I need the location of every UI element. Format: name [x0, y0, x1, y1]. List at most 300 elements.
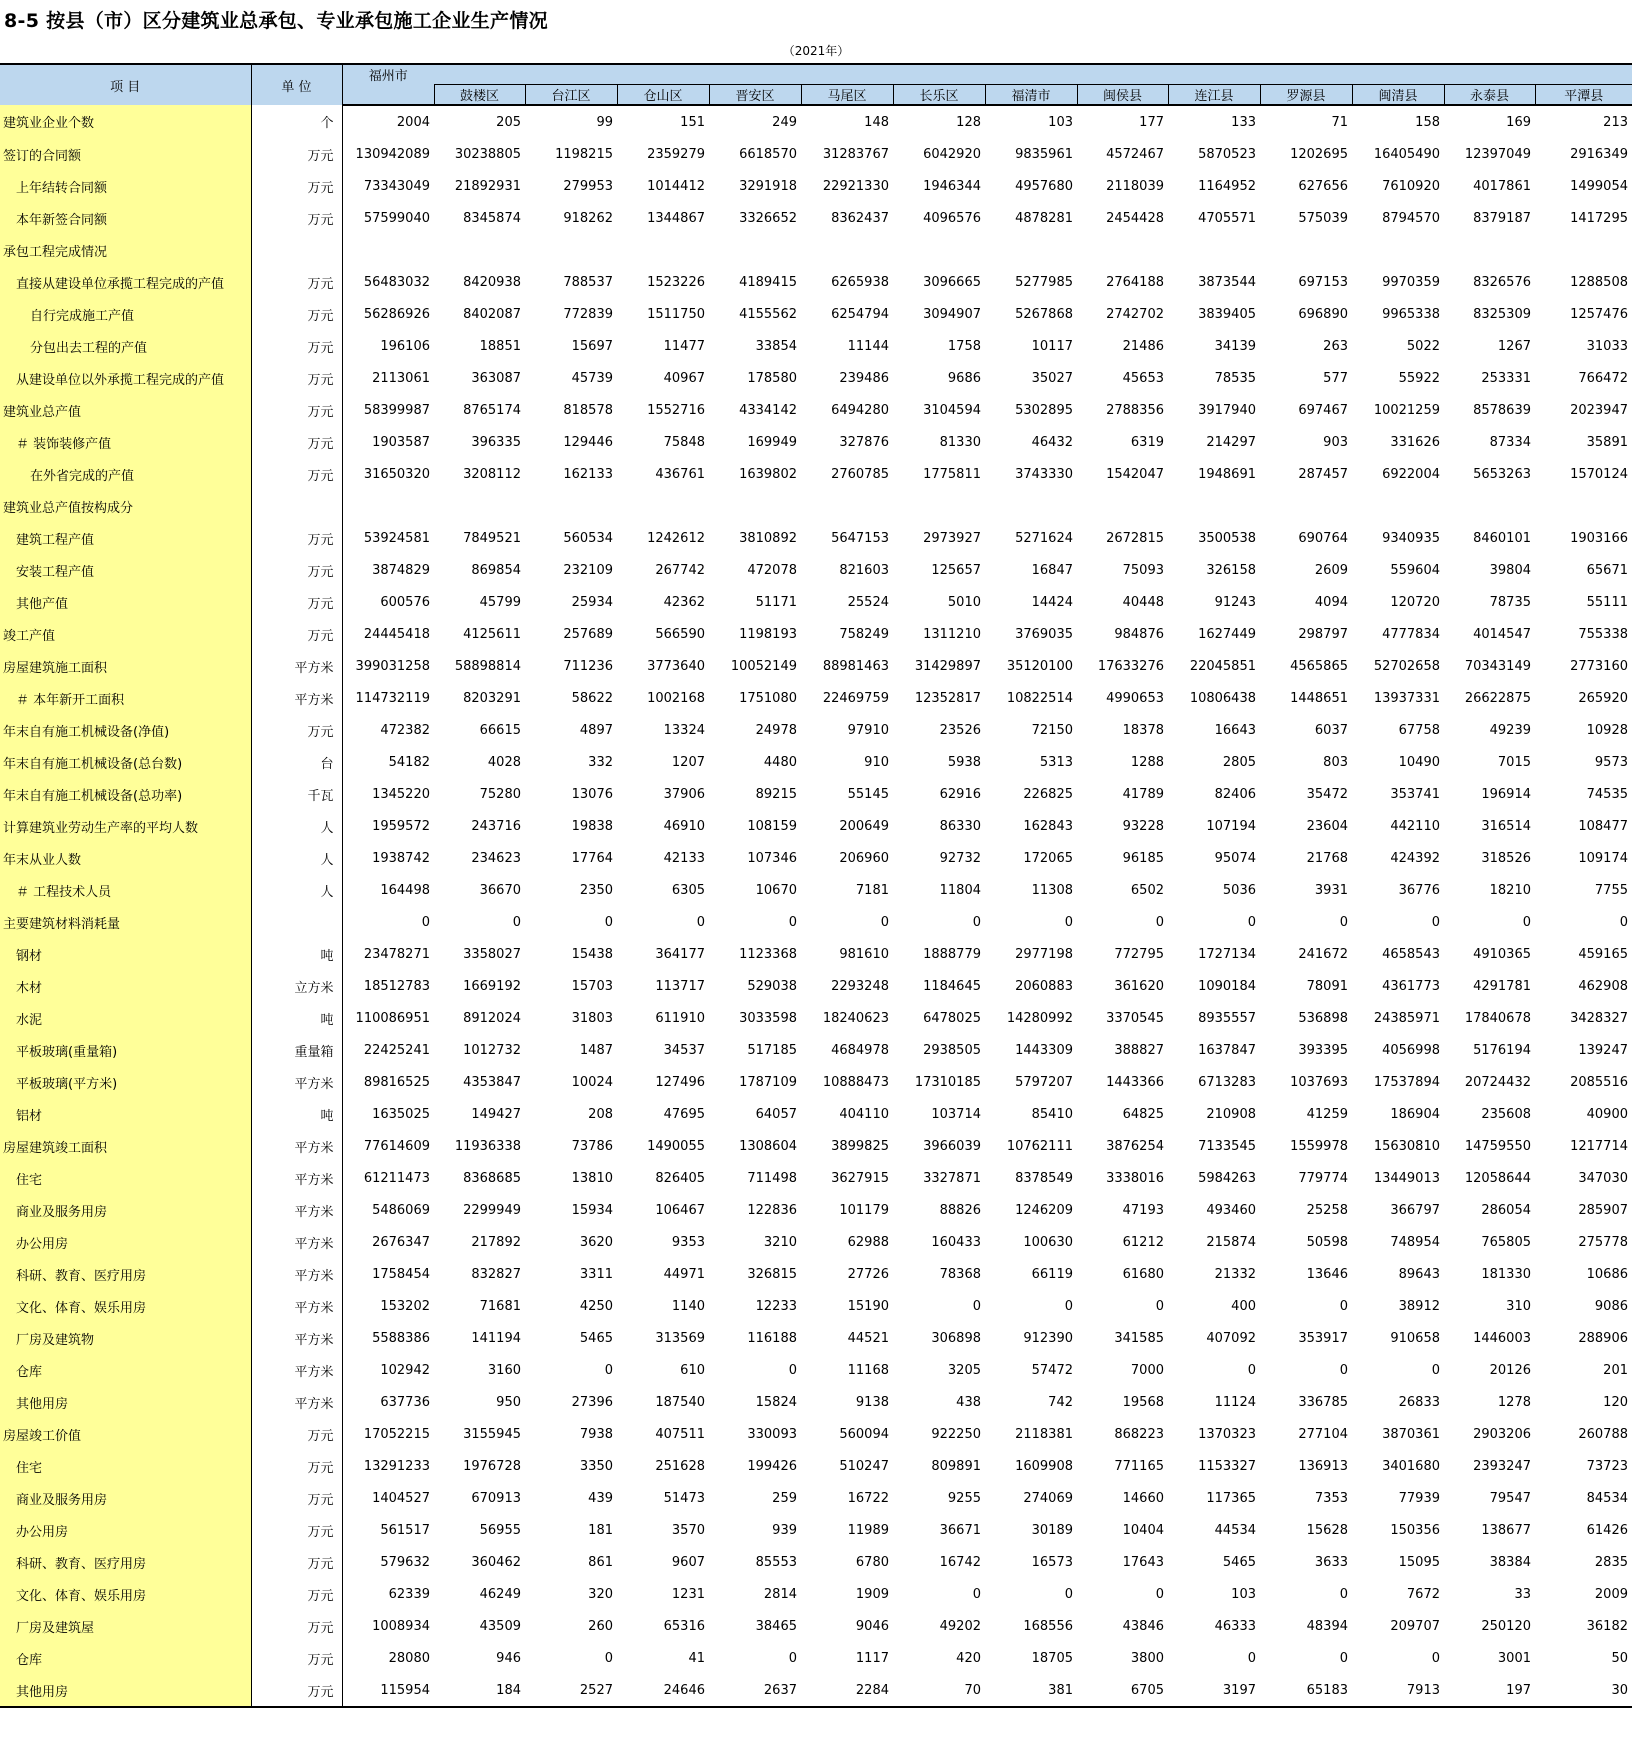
row-value: 670913 — [471, 1490, 521, 1506]
header-district: 罗源县 — [1260, 85, 1352, 106]
row-value: 31650320 — [363, 466, 430, 482]
header-district: 仓山区 — [617, 85, 709, 106]
row-value: 1487 — [579, 1042, 613, 1058]
row-value: 139247 — [1578, 1042, 1628, 1058]
row-value: 249 — [772, 114, 797, 130]
row-value: 11308 — [1031, 882, 1073, 898]
row-value: 1490055 — [647, 1138, 705, 1154]
row-value: 3773640 — [647, 658, 705, 674]
row-value: 8362437 — [831, 210, 889, 226]
row-label: 年末从业人数 — [0, 842, 251, 874]
row-unit: 万元 — [251, 714, 342, 746]
row-unit: 平方米 — [251, 682, 342, 714]
row-value: 34139 — [1214, 338, 1256, 354]
row-label: 年末自有施工机械设备(净值) — [0, 714, 251, 746]
row-value — [1535, 234, 1632, 266]
row-value: 17537894 — [1373, 1074, 1440, 1090]
row-value: 50598 — [1306, 1234, 1348, 1250]
row-value: 58898814 — [454, 658, 521, 674]
row-value: 17840678 — [1464, 1010, 1531, 1026]
row-value: 2938505 — [923, 1042, 981, 1058]
row-value: 62916 — [939, 786, 981, 802]
row-value: 1184645 — [923, 978, 981, 994]
row-value: 353741 — [1390, 786, 1440, 802]
row-unit: 平方米 — [251, 1130, 342, 1162]
row-unit: 万元 — [251, 138, 342, 170]
row-value: 51473 — [663, 1490, 705, 1506]
row-value: 15095 — [1398, 1554, 1440, 1570]
row-value: 3338016 — [1106, 1170, 1164, 1186]
row-value — [1352, 234, 1444, 266]
row-value: 1559978 — [1290, 1138, 1348, 1154]
row-value: 103 — [1048, 114, 1073, 130]
row-value: 75093 — [1122, 562, 1164, 578]
row-value: 1345220 — [372, 786, 430, 802]
row-value: 24978 — [755, 722, 797, 738]
row-value: 826405 — [655, 1170, 705, 1186]
row-value: 37906 — [663, 786, 705, 802]
row-value: 3208112 — [463, 466, 521, 482]
row-value: 0 — [1247, 914, 1256, 930]
row-value: 2788356 — [1106, 402, 1164, 418]
row-value: 1948691 — [1198, 466, 1256, 482]
row-value: 318526 — [1481, 850, 1531, 866]
row-value: 11936338 — [454, 1138, 521, 1154]
row-label: 科研、教育、医疗用房 — [0, 1546, 251, 1578]
row-value — [985, 234, 1077, 266]
row-value: 20724432 — [1464, 1074, 1531, 1090]
row-value: 2060883 — [1015, 978, 1073, 994]
row-value: 2977198 — [1015, 946, 1073, 962]
row-value — [1444, 234, 1535, 266]
row-value: 0 — [1339, 1298, 1348, 1314]
row-value: 2454428 — [1106, 210, 1164, 226]
row-value: 214297 — [1206, 434, 1256, 450]
row-value: 5313 — [1039, 754, 1073, 770]
row-value: 566590 — [655, 626, 705, 642]
row-value: 11989 — [847, 1522, 889, 1538]
row-value: 1787109 — [739, 1074, 797, 1090]
row-unit: 万元 — [251, 586, 342, 618]
row-value: 0 — [1155, 1298, 1164, 1314]
row-label: 安装工程产值 — [0, 554, 251, 586]
row-value: 1308604 — [739, 1138, 797, 1154]
row-value: 298797 — [1298, 626, 1348, 642]
row-value: 10117 — [1031, 338, 1073, 354]
row-value: 3873544 — [1198, 274, 1256, 290]
row-value: 25524 — [847, 594, 889, 610]
row-value: 88981463 — [822, 658, 889, 674]
row-label: 其他用房 — [0, 1674, 251, 1707]
row-value: 95074 — [1214, 850, 1256, 866]
row-value: 3155945 — [463, 1426, 521, 1442]
row-value — [1168, 234, 1260, 266]
row-value: 0 — [512, 914, 521, 930]
row-value: 1443309 — [1015, 1042, 1073, 1058]
row-value: 0 — [1339, 914, 1348, 930]
row-value: 108477 — [1578, 818, 1628, 834]
row-value: 748954 — [1390, 1234, 1440, 1250]
row-value: 77939 — [1398, 1490, 1440, 1506]
row-value: 209707 — [1390, 1618, 1440, 1634]
row-value: 3033598 — [739, 1010, 797, 1026]
row-value: 34537 — [663, 1042, 705, 1058]
row-unit: 吨 — [251, 1002, 342, 1034]
row-value: 54182 — [388, 754, 430, 770]
row-value: 265920 — [1578, 690, 1628, 706]
row-value: 100630 — [1023, 1234, 1073, 1250]
row-value: 2973927 — [923, 530, 981, 546]
row-value: 2359279 — [647, 146, 705, 162]
row-value: 306898 — [931, 1330, 981, 1346]
row-unit: 千瓦 — [251, 778, 342, 810]
row-value: 818578 — [563, 402, 613, 418]
row-value: 400 — [1231, 1298, 1256, 1314]
row-value: 3876254 — [1106, 1138, 1164, 1154]
row-label: 厂房及建筑屋 — [0, 1610, 251, 1642]
row-value: 169 — [1506, 114, 1531, 130]
table-row — [0, 1162, 1632, 1194]
row-value: 5984263 — [1198, 1170, 1256, 1186]
row-value: 1288508 — [1570, 274, 1628, 290]
header-district: 平潭县 — [1535, 85, 1632, 106]
row-value: 86330 — [939, 818, 981, 834]
row-value: 462908 — [1578, 978, 1628, 994]
row-label: 分包出去工程的产值 — [0, 330, 251, 362]
row-value: 22045851 — [1189, 658, 1256, 674]
row-value: 10888473 — [822, 1074, 889, 1090]
row-value: 206960 — [839, 850, 889, 866]
row-value: 15628 — [1306, 1522, 1348, 1538]
row-value: 2805 — [1222, 754, 1256, 770]
row-value: 66119 — [1031, 1266, 1073, 1282]
row-value: 950 — [496, 1394, 521, 1410]
row-value: 103 — [1231, 1586, 1256, 1602]
table-row — [0, 202, 1632, 234]
row-value: 2527 — [525, 1674, 617, 1707]
row-value: 28080 — [388, 1650, 430, 1666]
row-value: 2773160 — [1570, 658, 1628, 674]
row-value: 10762111 — [1006, 1138, 1073, 1154]
table-row — [0, 394, 1632, 426]
row-value: 1637847 — [1198, 1042, 1256, 1058]
row-value: 0 — [604, 1362, 613, 1378]
row-value: 74535 — [1586, 786, 1628, 802]
row-value: 1758 — [947, 338, 981, 354]
header-city-blank — [342, 85, 434, 106]
row-unit: 平方米 — [251, 1226, 342, 1258]
row-label: 办公用房 — [0, 1514, 251, 1546]
row-value: 8578639 — [1473, 402, 1531, 418]
row-value: 274069 — [1023, 1490, 1073, 1506]
row-value: 3311 — [579, 1266, 613, 1282]
row-value: 41789 — [1122, 786, 1164, 802]
row-value: 560094 — [839, 1426, 889, 1442]
header-district: 永泰县 — [1444, 85, 1535, 106]
row-value: 64825 — [1122, 1106, 1164, 1122]
row-label: 仓库 — [0, 1642, 251, 1674]
row-value: 58622 — [571, 690, 613, 706]
row-value: 49239 — [1489, 722, 1531, 738]
row-value: 4056998 — [1382, 1042, 1440, 1058]
row-value: 6042920 — [923, 146, 981, 162]
row-value: 45653 — [1122, 370, 1164, 386]
row-value: 3870361 — [1382, 1426, 1440, 1442]
row-value: 75280 — [479, 786, 521, 802]
row-value: 611910 — [655, 1010, 705, 1026]
row-value: 71681 — [479, 1298, 521, 1314]
row-value: 44971 — [663, 1266, 705, 1282]
row-value: 13810 — [571, 1170, 613, 1186]
row-value: 55111 — [1586, 594, 1628, 610]
row-value: 0 — [880, 914, 889, 930]
row-value: 11477 — [663, 338, 705, 354]
row-value: 196914 — [1481, 786, 1531, 802]
row-value — [1352, 490, 1444, 522]
row-value: 7849521 — [463, 530, 521, 546]
row-value: 9686 — [947, 370, 981, 386]
row-value: 241672 — [1298, 946, 1348, 962]
row-value: 869854 — [471, 562, 521, 578]
row-value: 149427 — [471, 1106, 521, 1122]
row-value: 177 — [1139, 114, 1164, 130]
row-value: 361620 — [1114, 978, 1164, 994]
header-district: 鼓楼区 — [434, 85, 525, 106]
row-value: 803 — [1323, 754, 1348, 770]
row-value: 0 — [696, 914, 705, 930]
row-value: 946 — [496, 1650, 521, 1666]
table-row — [0, 714, 1632, 746]
row-value: 3810892 — [739, 530, 797, 546]
row-value: 4189415 — [739, 274, 797, 290]
row-value: 1443366 — [1106, 1074, 1164, 1090]
row-value: 5022 — [1406, 338, 1440, 354]
row-value: 153202 — [380, 1298, 430, 1314]
row-label: 建筑业企业个数 — [0, 105, 251, 138]
row-value — [893, 490, 985, 522]
row-value: 109174 — [1578, 850, 1628, 866]
row-value: 16742 — [939, 1554, 981, 1570]
row-value: 1448651 — [1290, 690, 1348, 706]
row-value: 3899825 — [831, 1138, 889, 1154]
row-value: 71 — [1331, 114, 1348, 130]
row-value: 0 — [1522, 914, 1531, 930]
row-value: 217892 — [471, 1234, 521, 1250]
row-value — [709, 234, 801, 266]
row-value: 2085516 — [1570, 1074, 1628, 1090]
row-value: 184 — [434, 1674, 525, 1707]
row-value: 6254794 — [831, 306, 889, 322]
row-value: 903 — [1323, 434, 1348, 450]
table-row — [0, 1674, 1632, 1707]
row-value: 690764 — [1298, 530, 1348, 546]
row-value: 1888779 — [923, 946, 981, 962]
row-value: 2814 — [763, 1586, 797, 1602]
row-value: 0 — [1619, 914, 1628, 930]
row-value: 4250 — [579, 1298, 613, 1314]
table-row — [0, 170, 1632, 202]
row-value: 197 — [1444, 1674, 1535, 1707]
row-value: 2916349 — [1570, 146, 1628, 162]
row-value: 5271624 — [1015, 530, 1073, 546]
row-value: 47193 — [1122, 1202, 1164, 1218]
row-value: 2299949 — [463, 1202, 521, 1218]
row-unit: 万元 — [251, 458, 342, 490]
row-value: 67758 — [1398, 722, 1440, 738]
row-value: 164498 — [380, 882, 430, 898]
row-value: 918262 — [563, 210, 613, 226]
row-value: 21768 — [1306, 850, 1348, 866]
row-value: 4361773 — [1382, 978, 1440, 994]
table-row — [0, 1098, 1632, 1130]
row-value — [1260, 234, 1352, 266]
row-value: 23604 — [1306, 818, 1348, 834]
row-value: 114732119 — [355, 690, 430, 706]
row-value: 1635025 — [372, 1106, 430, 1122]
row-value: 85410 — [1031, 1106, 1073, 1122]
row-value: 7133545 — [1198, 1138, 1256, 1154]
table-row — [0, 105, 1632, 138]
row-value: 981610 — [839, 946, 889, 962]
year-subtitle: （2021年） — [782, 44, 850, 58]
row-value: 1542047 — [1106, 466, 1164, 482]
row-value: 1499054 — [1570, 178, 1628, 194]
row-value: 3326652 — [739, 210, 797, 226]
row-value: 922250 — [931, 1426, 981, 1442]
row-value: 3570 — [671, 1522, 705, 1538]
row-value: 5588386 — [372, 1330, 430, 1346]
row-label: 办公用房 — [0, 1226, 251, 1258]
row-value: 200649 — [839, 818, 889, 834]
row-unit: 个 — [251, 105, 342, 138]
row-value: 56483032 — [363, 274, 430, 290]
row-value: 9573 — [1594, 754, 1628, 770]
row-label: 住宅 — [0, 1162, 251, 1194]
row-value: 213 — [1603, 114, 1628, 130]
row-value: 41 — [688, 1650, 705, 1666]
header-district: 闽侯县 — [1077, 85, 1168, 106]
row-value: 9607 — [671, 1554, 705, 1570]
row-value: 1002168 — [647, 690, 705, 706]
table-row — [0, 746, 1632, 778]
row-value: 162133 — [563, 466, 613, 482]
row-value: 3500538 — [1198, 530, 1256, 546]
row-unit: 万元 — [251, 1674, 342, 1707]
row-value: 10024 — [571, 1074, 613, 1090]
table-row — [0, 682, 1632, 714]
row-value — [342, 234, 434, 266]
row-value: 5267868 — [1015, 306, 1073, 322]
row-value: 2009 — [1594, 1586, 1628, 1602]
row-value: 260 — [588, 1618, 613, 1634]
row-value: 141194 — [471, 1330, 521, 1346]
row-value: 1198215 — [555, 146, 613, 162]
row-value: 130942089 — [355, 146, 430, 162]
row-value: 529038 — [747, 978, 797, 994]
table-row — [0, 490, 1632, 522]
row-value: 1090184 — [1198, 978, 1256, 994]
row-unit: 人 — [251, 810, 342, 842]
row-value: 6922004 — [1382, 466, 1440, 482]
row-value: 4658543 — [1382, 946, 1440, 962]
table-row — [0, 1226, 1632, 1258]
table-row — [0, 810, 1632, 842]
row-value: 332 — [588, 754, 613, 770]
row-value: 35472 — [1306, 786, 1348, 802]
row-label: 房屋建筑施工面积 — [0, 650, 251, 682]
row-value: 35120100 — [1006, 658, 1073, 674]
row-value: 9086 — [1594, 1298, 1628, 1314]
row-value: 81330 — [939, 434, 981, 450]
row-value: 1140 — [671, 1298, 705, 1314]
table-row — [0, 266, 1632, 298]
row-value: 5653263 — [1473, 466, 1531, 482]
row-value: 17310185 — [914, 1074, 981, 1090]
table-row — [0, 970, 1632, 1002]
row-value: 1959572 — [372, 818, 430, 834]
row-unit: 万元 — [251, 202, 342, 234]
table-row — [0, 1546, 1632, 1578]
row-value: 12397049 — [1464, 146, 1531, 162]
row-value: 16643 — [1214, 722, 1256, 738]
row-value: 10806438 — [1189, 690, 1256, 706]
row-value: 127496 — [655, 1074, 705, 1090]
row-value: 243716 — [471, 818, 521, 834]
row-value: 73343049 — [363, 178, 430, 194]
row-value: 1207 — [671, 754, 705, 770]
row-value: 8460101 — [1473, 530, 1531, 546]
row-value: 120720 — [1390, 594, 1440, 610]
row-value: 42362 — [663, 594, 705, 610]
row-unit: 平方米 — [251, 1386, 342, 1418]
row-value: 5647153 — [831, 530, 889, 546]
row-label: 计算建筑业劳动生产率的平均人数 — [0, 810, 251, 842]
row-value: 331626 — [1390, 434, 1440, 450]
row-value: 696890 — [1298, 306, 1348, 322]
row-value: 2393247 — [1473, 1458, 1531, 1474]
header-district: 闽清县 — [1352, 85, 1444, 106]
row-value: 62339 — [388, 1586, 430, 1602]
row-value: 24385971 — [1373, 1010, 1440, 1026]
row-value: 42133 — [663, 850, 705, 866]
row-value: 327876 — [839, 434, 889, 450]
header-district: 台江区 — [525, 85, 617, 106]
row-value: 286054 — [1481, 1202, 1531, 1218]
row-value: 115954 — [342, 1674, 434, 1707]
row-value: 0 — [421, 914, 430, 930]
row-value: 120 — [1603, 1394, 1628, 1410]
row-value: 259 — [772, 1490, 797, 1506]
row-value: 13076 — [571, 786, 613, 802]
row-unit: 万元 — [251, 1546, 342, 1578]
row-value: 1153327 — [1198, 1458, 1256, 1474]
header-district: 马尾区 — [801, 85, 893, 106]
row-value: 2609 — [1314, 562, 1348, 578]
row-value: 8912024 — [463, 1010, 521, 1026]
row-value: 35027 — [1031, 370, 1073, 386]
row-unit: 万元 — [251, 1610, 342, 1642]
row-value: 1344867 — [647, 210, 705, 226]
row-label: 年末自有施工机械设备(总功率) — [0, 778, 251, 810]
row-value: 5465 — [579, 1330, 613, 1346]
row-unit: 万元 — [251, 522, 342, 554]
row-value: 45799 — [479, 594, 521, 610]
row-value: 12233 — [755, 1298, 797, 1314]
row-value: 510247 — [839, 1458, 889, 1474]
row-value: 65671 — [1586, 562, 1628, 578]
row-value: 9138 — [855, 1394, 889, 1410]
row-value: 24646 — [617, 1674, 709, 1707]
